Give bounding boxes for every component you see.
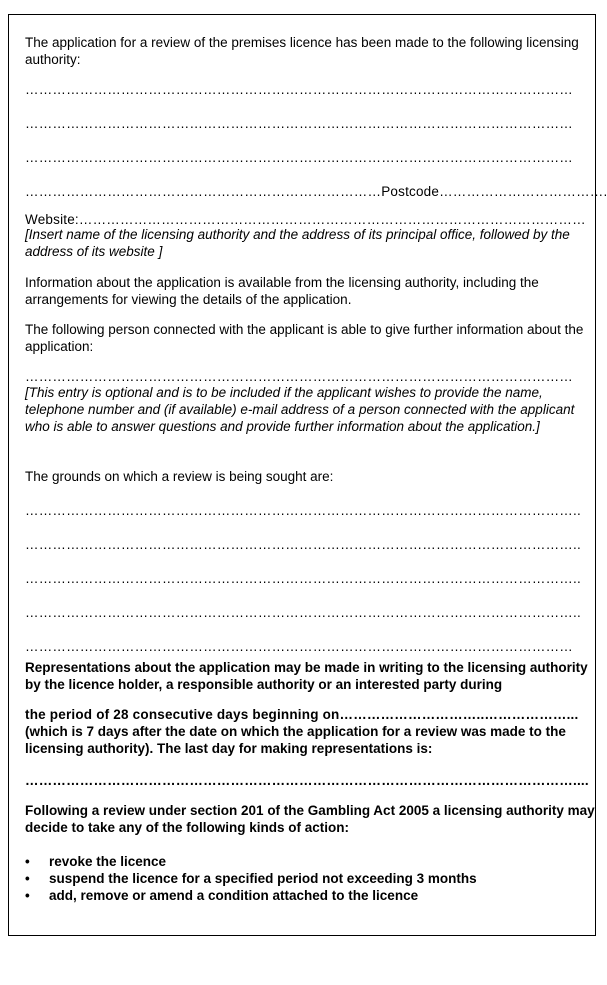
postcode-label: Postcode <box>381 184 440 199</box>
representations-text: Representations about the application may be made in writing to the licensing authority by the licence holder, a responsible authority or an interested party during <box>25 660 588 692</box>
address-line-2: ………………………………………………………………………………………………………… <box>25 116 573 131</box>
form-frame <box>8 14 607 936</box>
action-item-amend-condition <box>25 887 418 904</box>
intro-text: The application for a review of the premises licence has been made to the following licensing authority: <box>25 35 579 67</box>
contact-dots-line: ………………………………………………………………………………………………………… <box>25 369 573 384</box>
grounds-line-1: ………………………………………………………………………………………………………….. <box>25 503 581 518</box>
website-label: Website: <box>25 212 79 227</box>
address-line-3: ………………………………………………………………………………………………………… <box>25 150 573 165</box>
bullet-icon: • <box>25 854 30 869</box>
action-label: add, remove or amend a condition attached to the licence <box>49 888 419 903</box>
grounds-line-2: ………………………………………………………………………………………………………….. <box>25 537 581 552</box>
action-label: revoke the licence <box>49 854 167 869</box>
info-available-text: Information about the application is available from the licensing authority, including the arrangements for viewing the details of the application. <box>25 275 539 307</box>
website-note: [Insert name of the licensing authority and the address of its principal office, followed by the address of its website ] <box>25 227 570 259</box>
grounds-line-3: ………………………………………………………………………………………………………….. <box>25 571 581 586</box>
grounds-line-4: ………………………………………………………………………………………………………….. <box>25 605 581 620</box>
postcode-dots-before: …………………………………………………………………… <box>25 184 382 199</box>
period-text: the period of 28 consecutive days beginning on…………………………..………………... <box>25 707 579 722</box>
action-label: suspend the licence for a specified period not exceeding 3 months <box>49 871 477 886</box>
bullet-icon: • <box>25 888 30 903</box>
action-item-suspend <box>25 870 477 887</box>
grounds-intro-text: The grounds on which a review is being sought are: <box>25 469 334 484</box>
action-item-revoke <box>25 853 166 870</box>
address-line-1: ………………………………………………………………………………………………………… <box>25 82 573 97</box>
last-day-dots-line: ………………………………………………………………………………………………………….... <box>25 773 589 788</box>
contact-note: [This entry is optional and is to be included if the applicant wishes to provide the name, telephone number and (if available) e-mail address of a person connected with the applicant who is able to answer questions and provide further information about the application.] <box>25 385 575 434</box>
grounds-line-5: ………………………………………………………………………………………………………… <box>25 639 573 654</box>
following-text: Following a review under section 201 of the Gambling Act 2005 a licensing authority may decide to take any of the following kinds of action: <box>25 803 595 835</box>
bullet-icon: • <box>25 871 30 886</box>
contact-intro-text: The following person connected with the applicant is able to give further information about the application: <box>25 322 584 354</box>
postcode-dots-after: ………………………………. <box>439 184 607 199</box>
postcode-line <box>25 183 607 200</box>
website-dots: ………………………………………………………………………………………………… <box>78 212 586 227</box>
period-note: (which is 7 days after the date on which the application for a review was made to the licensing authority). The last day for making representations is: <box>25 724 566 756</box>
